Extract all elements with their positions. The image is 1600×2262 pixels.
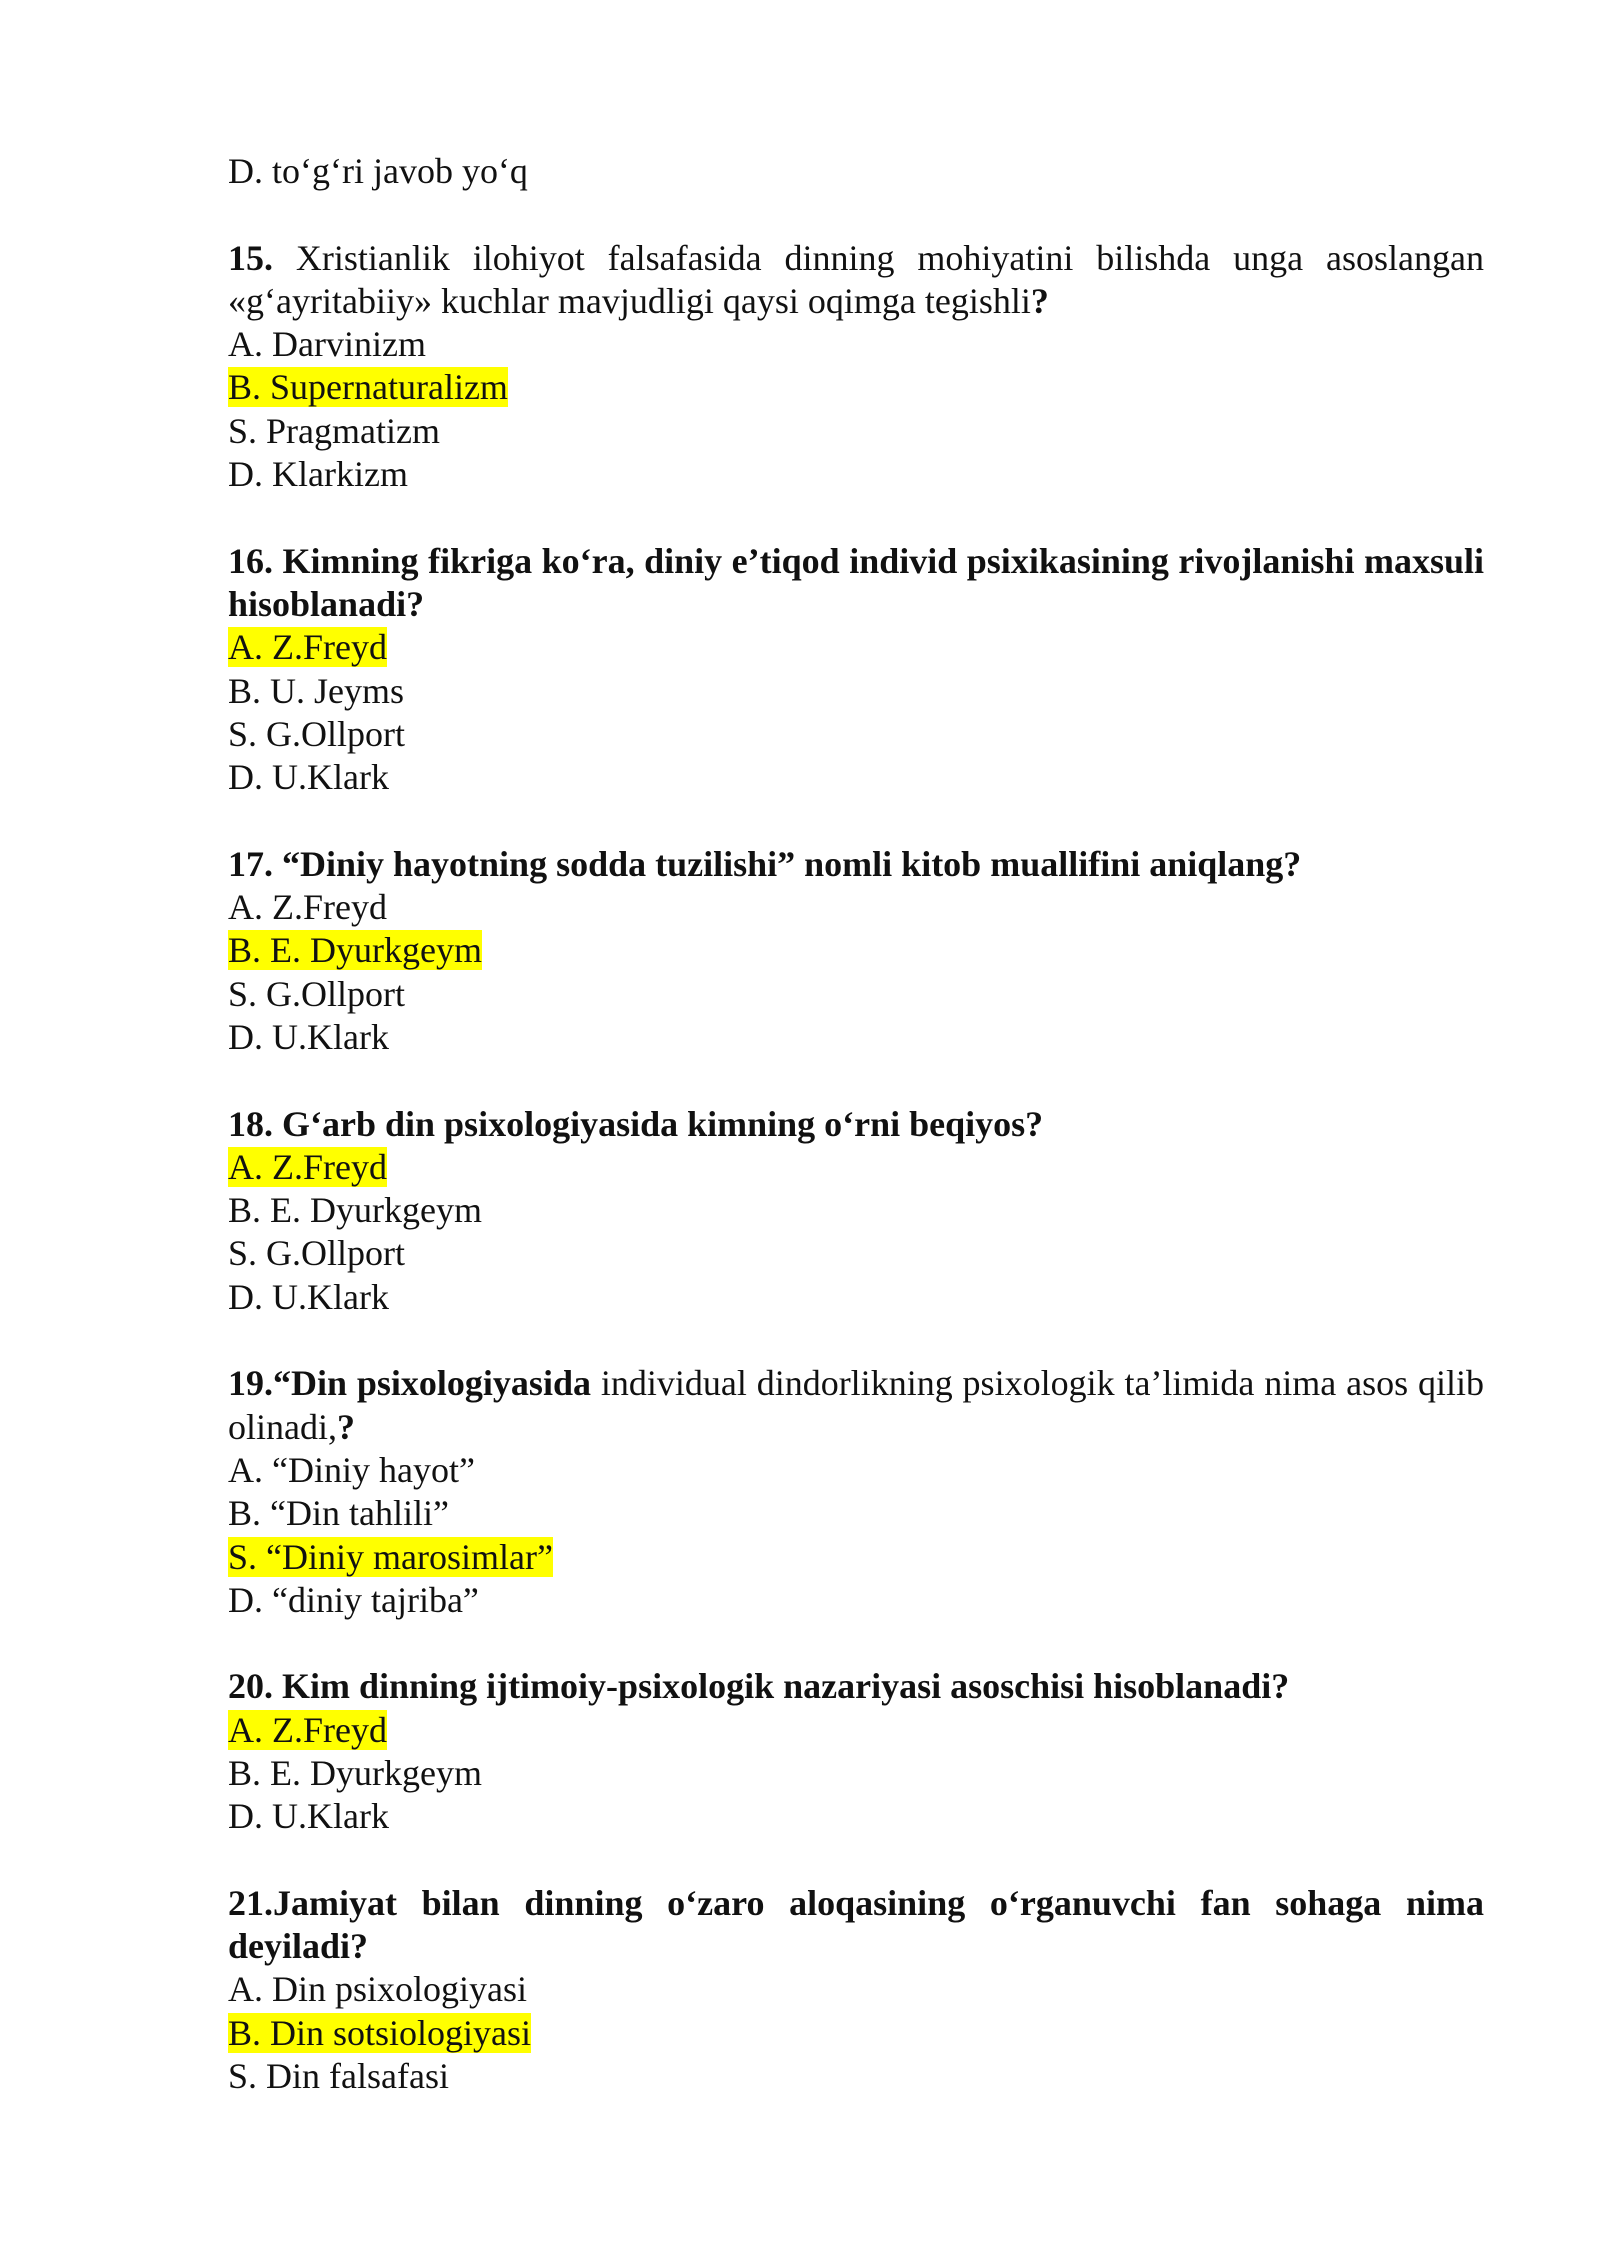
option-s: S. G.Ollport (228, 973, 406, 1014)
option-d: D. “diniy tajriba” (228, 1579, 479, 1620)
question-18-text: 18. G‘arb din psixologiyasida kimning o‘rni beqiyos? (228, 1103, 1044, 1144)
option-s: S. G.Ollport (228, 1233, 406, 1274)
option-a: A. Z.Freyd (228, 887, 387, 928)
option-s: S. Pragmatizm (228, 410, 440, 451)
option-d: D. U.Klark (228, 1276, 389, 1317)
question-21 (228, 1882, 1484, 2098)
option-a-correct (228, 626, 1484, 669)
option-b: B. E. Dyurkgeym (228, 1190, 482, 1231)
option-a-correct (228, 1146, 1484, 1189)
question-19 (228, 1362, 1484, 1622)
highlighted-answer: B. Supernaturalizm (228, 367, 508, 408)
option-b: B. E. Dyurkgeym (228, 1752, 482, 1793)
option-s: S. Din falsafasi (228, 2056, 449, 2097)
highlighted-answer: B. Din sotsiologiyasi (228, 2012, 532, 2053)
option-a: A. Din psixologiyasi (228, 1969, 528, 2010)
option-d: D. Klarkizm (228, 454, 408, 495)
option-b-correct (228, 366, 1484, 409)
option-b-correct (228, 2012, 1484, 2055)
question-15-text (228, 237, 1484, 324)
question-20-text: 20. Kim dinning ijtimoiy-psixologik nazariyasi asoschisi hisoblanadi? (228, 1666, 1290, 1707)
option-a-correct (228, 1709, 1484, 1752)
option-s-correct (228, 1536, 1484, 1579)
question-19-body: individual dindorlikning psixologik ta’limida nima asos qilib olinadi, (228, 1363, 1484, 1447)
question-19-qmark: ? (336, 1406, 355, 1447)
highlighted-answer: A. Z.Freyd (228, 1709, 387, 1750)
option-s: S. G.Ollport (228, 713, 406, 754)
question-15-qmark: ? (1030, 280, 1049, 321)
option-b: B. U. Jeyms (228, 670, 405, 711)
highlighted-answer: A. Z.Freyd (228, 627, 387, 668)
question-17-text: 17. “Diniy hayotning sodda tuzilishi” nomli kitob muallifini aniqlang? (228, 843, 1302, 884)
question-16-text: 16. Kimning fikriga ko‘ra, diniy e’tiqod individ psixikasining rivojlanishi maxsuli hisoblanadi? (228, 540, 1484, 624)
question-19-bold-part: 19.“Din psixologiyasida (228, 1363, 591, 1404)
option-b-correct (228, 929, 1484, 972)
option-d-previous: D. to‘g‘ri javob yo‘q (228, 151, 528, 191)
question-18 (228, 1103, 1484, 1319)
question-16 (228, 540, 1484, 800)
question-19-text (228, 1362, 1484, 1449)
question-15-body: Xristianlik ilohiyot falsafasida dinning mohiyatini bilishda unga asoslangan «g‘ayritabiiy» kuchlar mavjudligi qaysi oqimga tegishli (228, 237, 1484, 321)
document-page (228, 150, 1484, 2098)
option-a: A. Darvinizm (228, 324, 426, 365)
option-d: D. U.Klark (228, 1016, 389, 1057)
option-d: D. U.Klark (228, 1796, 389, 1837)
question-15-number: 15. (228, 237, 273, 278)
question-15 (228, 237, 1484, 497)
question-21-text: 21.Jamiyat bilan dinning o‘zaro aloqasining o‘rganuvchi fan sohaga nima deyiladi? (228, 1882, 1484, 1967)
highlighted-answer: A. Z.Freyd (228, 1146, 387, 1187)
option-d: D. U.Klark (228, 757, 389, 798)
highlighted-answer: S. “Diniy marosimlar” (228, 1536, 553, 1577)
question-20 (228, 1665, 1484, 1838)
question-17 (228, 843, 1484, 1059)
option-a: A. “Diniy hayot” (228, 1449, 475, 1490)
highlighted-answer: B. E. Dyurkgeym (228, 930, 482, 971)
option-b: B. “Din tahlili” (228, 1493, 449, 1534)
